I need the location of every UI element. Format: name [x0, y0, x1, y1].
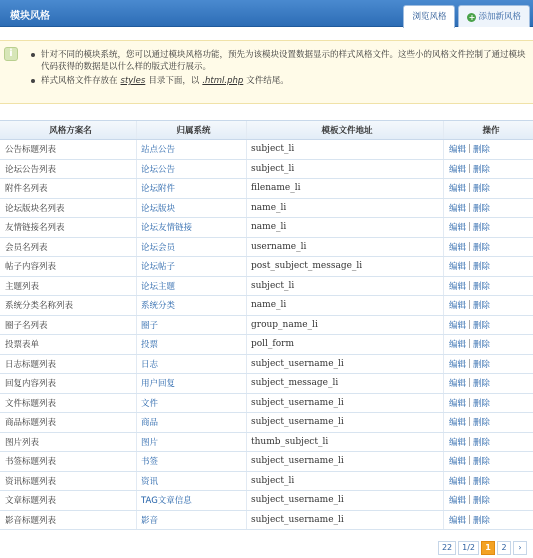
delete-link[interactable]: 删除 [472, 281, 490, 292]
edit-link[interactable]: 编辑 [449, 242, 467, 253]
style-name: 资讯标题列表 [0, 472, 137, 491]
system-link[interactable]: 图片 [137, 433, 247, 452]
system-link[interactable]: 日志 [137, 355, 247, 374]
table-row [0, 199, 533, 219]
style-name: 论坛公告列表 [0, 160, 137, 179]
action-separator: | [468, 417, 471, 428]
style-name: 系统分类名称列表 [0, 296, 137, 315]
row-actions [444, 511, 533, 530]
action-separator: | [468, 241, 471, 252]
style-name: 图片列表 [0, 433, 137, 452]
tab-add-style-label: 添加新风格 [478, 12, 521, 22]
delete-link[interactable]: 删除 [472, 398, 490, 409]
template-file: name_li [247, 218, 444, 237]
table-row [0, 238, 533, 258]
template-file: subject_message_li [247, 374, 444, 393]
template-file: subject_li [247, 472, 444, 491]
delete-link[interactable]: 删除 [472, 164, 490, 175]
action-separator: | [468, 475, 471, 486]
edit-link[interactable]: 编辑 [449, 281, 467, 292]
action-separator: | [468, 202, 471, 213]
system-link[interactable]: 站点公告 [137, 140, 247, 159]
notice-list [30, 49, 526, 87]
plus-icon: + [468, 13, 476, 22]
action-separator: | [468, 183, 471, 194]
delete-link[interactable]: 删除 [472, 418, 490, 429]
row-actions [444, 218, 533, 237]
delete-link[interactable]: 删除 [472, 476, 490, 487]
style-table [0, 120, 533, 530]
edit-link[interactable]: 编辑 [449, 457, 467, 468]
row-actions [444, 199, 533, 218]
row-actions [444, 413, 533, 432]
page-title: 模块风格 [10, 11, 50, 22]
delete-link[interactable]: 删除 [472, 515, 490, 526]
table-row [0, 491, 533, 511]
row-actions [444, 374, 533, 393]
edit-link[interactable]: 编辑 [449, 262, 467, 273]
notice-item: 针对不同的模块系统，您可以通过模块风格功能，预先为该模块设置数据显示的样式风格文件。这些小的风格文件控制了通过模块代码获得的数据是以什么样的版式进行展示。 [30, 49, 526, 73]
edit-link[interactable]: 编辑 [449, 340, 467, 351]
system-link[interactable]: 论坛版块 [137, 199, 247, 218]
style-name: 公告标题列表 [0, 140, 137, 159]
action-separator: | [468, 163, 471, 174]
delete-link[interactable]: 删除 [472, 184, 490, 195]
template-file: post_subject_message_li [247, 257, 444, 276]
table-row [0, 511, 533, 531]
row-actions [444, 160, 533, 179]
style-name: 文章标题列表 [0, 491, 137, 510]
action-separator: | [468, 436, 471, 447]
system-link[interactable]: 论坛公告 [137, 160, 247, 179]
col-header-action: 操作 [482, 126, 500, 136]
table-row [0, 413, 533, 433]
edit-link[interactable]: 编辑 [449, 496, 467, 507]
system-link[interactable]: 书签 [137, 452, 247, 471]
file-ext: .html.php [202, 76, 244, 86]
pager-next-button[interactable]: › [513, 541, 527, 555]
delete-link[interactable]: 删除 [472, 301, 490, 312]
title-bar [0, 0, 533, 27]
system-link[interactable]: 论坛会员 [137, 238, 247, 257]
row-actions [444, 433, 533, 452]
delete-link[interactable]: 删除 [472, 320, 490, 331]
edit-link[interactable]: 编辑 [449, 223, 467, 234]
action-separator: | [468, 378, 471, 389]
edit-link[interactable]: 编辑 [449, 418, 467, 429]
action-separator: | [468, 222, 471, 233]
notice-box [0, 40, 533, 104]
template-file: thumb_subject_li [247, 433, 444, 452]
template-file: group_name_li [247, 316, 444, 335]
template-file: subject_username_li [247, 491, 444, 510]
action-separator: | [468, 319, 471, 330]
row-actions [444, 140, 533, 159]
table-row [0, 374, 533, 394]
style-name: 文件标题列表 [0, 394, 137, 413]
pager-pages: 1/2 [458, 541, 479, 555]
table-row [0, 472, 533, 492]
action-separator: | [468, 358, 471, 369]
row-actions [444, 491, 533, 510]
delete-link[interactable]: 删除 [472, 379, 490, 390]
delete-link[interactable]: 删除 [472, 223, 490, 234]
tab-add-style[interactable] [458, 5, 530, 27]
action-separator: | [468, 495, 471, 506]
delete-link[interactable]: 删除 [472, 457, 490, 468]
notice-item: 样式风格文件存放在 styles 目录下面，以 .html.php 文件结尾。 [30, 75, 526, 87]
delete-link[interactable]: 删除 [472, 359, 490, 370]
table-row [0, 140, 533, 160]
pager-page-2[interactable]: 2 [497, 541, 511, 555]
col-header-system: 归属系统 [137, 121, 247, 139]
delete-link[interactable]: 删除 [472, 437, 490, 448]
table-row [0, 277, 533, 297]
system-link[interactable]: 论坛主题 [137, 277, 247, 296]
table-row [0, 296, 533, 316]
styles-dir: styles [120, 76, 146, 86]
table-row [0, 452, 533, 472]
row-actions [444, 257, 533, 276]
edit-link[interactable]: 编辑 [449, 301, 467, 312]
edit-link[interactable]: 编辑 [449, 437, 467, 448]
row-actions [444, 335, 533, 354]
style-name: 商品标题列表 [0, 413, 137, 432]
template-file: name_li [247, 199, 444, 218]
edit-link[interactable]: 编辑 [449, 164, 467, 175]
system-link[interactable]: 论坛帖子 [137, 257, 247, 276]
style-name: 帖子内容列表 [0, 257, 137, 276]
table-row [0, 335, 533, 355]
edit-link[interactable]: 编辑 [449, 320, 467, 331]
table-body [0, 140, 533, 530]
row-actions [444, 277, 533, 296]
table-row [0, 257, 533, 277]
template-file: name_li [247, 296, 444, 315]
template-file: subject_li [247, 277, 444, 296]
row-actions [444, 179, 533, 198]
info-icon: i [4, 47, 18, 61]
system-link[interactable]: 论坛附件 [137, 179, 247, 198]
action-separator: | [468, 339, 471, 350]
action-separator: | [468, 280, 471, 291]
style-name: 日志标题列表 [0, 355, 137, 374]
system-link[interactable]: 论坛友情链接 [137, 218, 247, 237]
edit-link[interactable]: 编辑 [449, 476, 467, 487]
system-link[interactable]: 资讯 [137, 472, 247, 491]
style-name: 会员名列表 [0, 238, 137, 257]
table-row [0, 355, 533, 375]
action-separator: | [468, 397, 471, 408]
delete-link[interactable]: 删除 [472, 496, 490, 507]
table-header [0, 120, 533, 140]
action-separator: | [468, 300, 471, 311]
system-link[interactable]: 系统分类 [137, 296, 247, 315]
row-actions [444, 238, 533, 257]
col-header-name: 风格方案名 [0, 121, 137, 139]
action-separator: | [468, 514, 471, 525]
style-name: 书签标题列表 [0, 452, 137, 471]
col-header-file: 模板文件地址 [247, 121, 444, 139]
row-actions [444, 316, 533, 335]
system-link[interactable]: 影音 [137, 511, 247, 530]
template-file: subject_username_li [247, 355, 444, 374]
style-name: 友情链接名列表 [0, 218, 137, 237]
template-file: subject_username_li [247, 394, 444, 413]
template-file: subject_li [247, 140, 444, 159]
template-file: subject_li [247, 160, 444, 179]
template-file: filename_li [247, 179, 444, 198]
delete-link[interactable]: 删除 [472, 242, 490, 253]
tab-browse-styles[interactable]: 浏览风格 [403, 5, 455, 28]
row-actions [444, 452, 533, 471]
delete-link[interactable]: 删除 [472, 203, 490, 214]
table-row [0, 179, 533, 199]
row-actions [444, 472, 533, 491]
edit-link[interactable]: 编辑 [449, 184, 467, 195]
table-row [0, 433, 533, 453]
table-row [0, 394, 533, 414]
pagination [438, 541, 527, 555]
action-separator: | [468, 144, 471, 155]
system-link[interactable]: 商品 [137, 413, 247, 432]
edit-link[interactable]: 编辑 [449, 203, 467, 214]
template-file: subject_username_li [247, 413, 444, 432]
template-file: subject_username_li [247, 511, 444, 530]
style-name: 影音标题列表 [0, 511, 137, 530]
style-name: 回复内容列表 [0, 374, 137, 393]
system-link[interactable]: 文件 [137, 394, 247, 413]
style-name: 论坛版块名列表 [0, 199, 137, 218]
action-separator: | [468, 456, 471, 467]
row-actions [444, 355, 533, 374]
delete-link[interactable]: 删除 [472, 145, 490, 156]
template-file: username_li [247, 238, 444, 257]
action-separator: | [468, 261, 471, 272]
row-actions [444, 394, 533, 413]
edit-link[interactable]: 编辑 [449, 145, 467, 156]
style-name: 附件名列表 [0, 179, 137, 198]
delete-link[interactable]: 删除 [472, 262, 490, 273]
style-name: 投票表单 [0, 335, 137, 354]
style-name: 圈子名列表 [0, 316, 137, 335]
delete-link[interactable]: 删除 [472, 340, 490, 351]
pager-page-current[interactable]: 1 [481, 541, 495, 555]
style-name: 主题列表 [0, 277, 137, 296]
edit-link[interactable]: 编辑 [449, 515, 467, 526]
system-link[interactable]: 圈子 [137, 316, 247, 335]
edit-link[interactable]: 编辑 [449, 379, 467, 390]
table-row [0, 160, 533, 180]
template-file: poll_form [247, 335, 444, 354]
system-link[interactable]: 投票 [137, 335, 247, 354]
edit-link[interactable]: 编辑 [449, 398, 467, 409]
row-actions [444, 296, 533, 315]
table-row [0, 218, 533, 238]
system-link[interactable]: TAG文章信息 [137, 491, 247, 510]
pager-total: 22 [438, 541, 456, 555]
system-link[interactable]: 用户回复 [137, 374, 247, 393]
table-row [0, 316, 533, 336]
tab-bar [403, 5, 530, 27]
edit-link[interactable]: 编辑 [449, 359, 467, 370]
template-file: subject_username_li [247, 452, 444, 471]
